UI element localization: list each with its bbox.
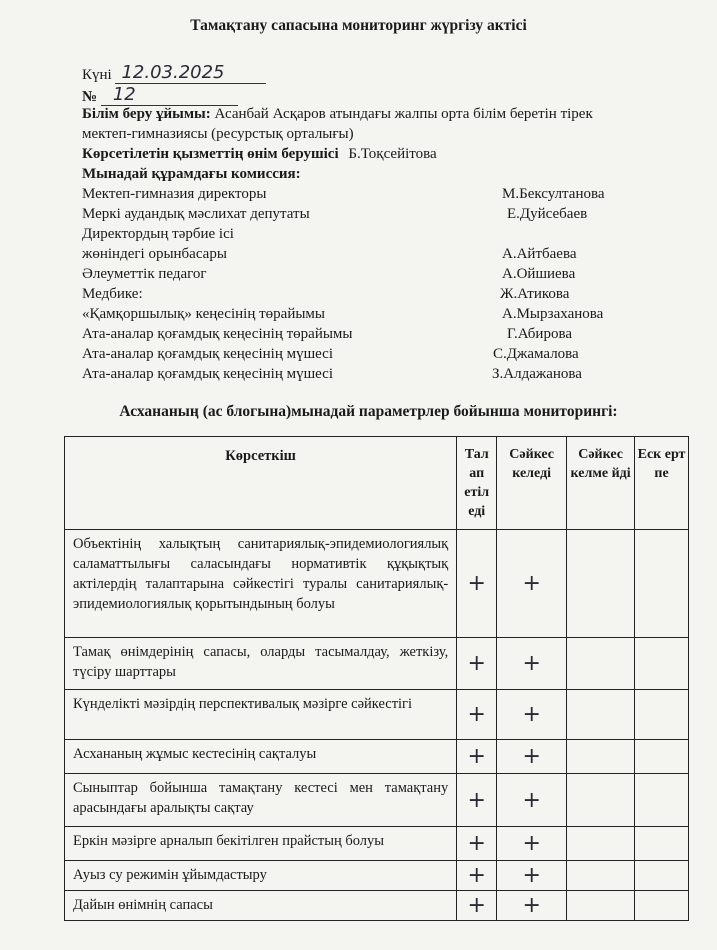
- number-value: 12: [101, 84, 238, 106]
- member-role: Ата-аналар қоғамдық кеңесінің төрайымы: [82, 326, 353, 342]
- row-note: [635, 530, 689, 638]
- row-required-mark: +: [457, 530, 497, 638]
- row-required-mark: +: [457, 690, 497, 740]
- row-indicator: Ауыз су режимін ұйымдастыру: [65, 861, 457, 891]
- table-row: [65, 774, 689, 827]
- school-line-1: [82, 106, 593, 123]
- school-name-1: Асанбай Асқаров атындағы жалпы орта білім беретін тірек: [214, 106, 593, 122]
- school-line-2: мектеп-гимназиясы (ресурстық орталығы): [82, 126, 354, 142]
- row-note: [635, 740, 689, 774]
- row-matches-mark: +: [497, 891, 567, 921]
- table-row: [65, 690, 689, 740]
- row-matches-mark: +: [497, 827, 567, 861]
- row-matches-mark: +: [497, 690, 567, 740]
- supplier-line: [82, 146, 437, 163]
- row-note: [635, 827, 689, 861]
- row-matches-mark: +: [497, 861, 567, 891]
- member-name: Ж.Атикова: [500, 286, 570, 302]
- row-not-matches-mark: [567, 690, 635, 740]
- header-required: Тал ап етіл еді: [457, 437, 497, 530]
- number-line: [82, 84, 238, 106]
- table-row: [65, 740, 689, 774]
- member-name: Е.Дуйсебаев: [507, 206, 588, 222]
- row-note: [635, 638, 689, 690]
- table-header-row: [65, 437, 689, 530]
- date-line: [82, 62, 266, 84]
- row-not-matches-mark: [567, 530, 635, 638]
- table-row: [65, 827, 689, 861]
- row-note: [635, 891, 689, 921]
- row-matches-mark: +: [497, 774, 567, 827]
- member-role: Ата-аналар қоғамдық кеңесінің мүшесі: [82, 366, 334, 382]
- row-required-mark: +: [457, 827, 497, 861]
- row-not-matches-mark: [567, 827, 635, 861]
- row-matches-mark: +: [497, 638, 567, 690]
- member-role: Әлеуметтік педагог: [82, 266, 207, 282]
- school-label: Білім беру ұйымы:: [82, 106, 211, 122]
- member-name: Г.Абирова: [507, 326, 573, 342]
- header-not-matches: Сәйкес келме йді: [567, 437, 635, 530]
- member-name: А.Ойшиева: [502, 266, 576, 282]
- document-title: Тамақтану сапасына мониторинг жүргізу актісі: [190, 17, 527, 34]
- row-required-mark: +: [457, 774, 497, 827]
- row-indicator: Тамақ өнімдерінің сапасы, оларды тасымалдау, жеткізу, түсіру шарттары: [65, 638, 457, 690]
- supplier-label: Көрсетілетін қызметтің өнім берушісі: [82, 146, 339, 162]
- table-row: [65, 861, 689, 891]
- header-note: Еск ерт пе: [635, 437, 689, 530]
- member-name: А.Мырзаханова: [502, 306, 604, 322]
- number-label: №: [82, 89, 98, 105]
- member-role: Медбике:: [82, 286, 143, 302]
- supplier-name: Б.Тоқсейітова: [348, 146, 437, 162]
- member-name: С.Джамалова: [493, 346, 579, 362]
- row-matches-mark: +: [497, 530, 567, 638]
- member-role: Ата-аналар қоғамдық кеңесінің мүшесі: [82, 346, 334, 362]
- header-matches: Сәйкес келеді: [497, 437, 567, 530]
- member-role: жөніндегі орынбасары: [82, 246, 227, 262]
- date-label: Күні: [82, 67, 112, 83]
- member-name: А.Айтбаева: [502, 246, 577, 262]
- row-note: [635, 690, 689, 740]
- member-name: З.Алдажанова: [492, 366, 582, 382]
- row-indicator: Еркін мәзірге арналып бекітілген прайстың болуы: [65, 827, 457, 861]
- monitoring-heading: Асхананың (ас блогына)мынадай параметрлер бойынша мониторингі:: [119, 403, 618, 420]
- date-value: 12.03.2025: [115, 62, 266, 84]
- member-role: Директордың тәрбие ісі: [82, 226, 234, 242]
- row-not-matches-mark: [567, 774, 635, 827]
- row-required-mark: +: [457, 891, 497, 921]
- row-indicator: Дайын өнімнің сапасы: [65, 891, 457, 921]
- row-indicator: Сыныптар бойынша тамақтану кестесі мен тамақтану арасындағы аралықты сақтау: [65, 774, 457, 827]
- row-required-mark: +: [457, 740, 497, 774]
- member-role: Мектеп-гимназия директоры: [82, 186, 267, 202]
- table-row: [65, 530, 689, 638]
- header-indicator: Көрсеткіш: [65, 437, 457, 530]
- row-not-matches-mark: [567, 740, 635, 774]
- member-role: Меркі аудандық мәслихат депутаты: [82, 206, 310, 222]
- row-matches-mark: +: [497, 740, 567, 774]
- member-name: М.Бексултанова: [502, 186, 605, 202]
- table-row: [65, 638, 689, 690]
- row-note: [635, 774, 689, 827]
- row-indicator: Күнделікті мәзірдің перспективалық мәзірге сәйкестігі: [65, 690, 457, 740]
- row-required-mark: +: [457, 638, 497, 690]
- row-note: [635, 861, 689, 891]
- row-not-matches-mark: [567, 891, 635, 921]
- member-role: «Қамқоршылық» кеңесінің төрайымы: [82, 306, 325, 322]
- row-not-matches-mark: [567, 638, 635, 690]
- row-not-matches-mark: [567, 861, 635, 891]
- monitoring-table: [64, 436, 689, 921]
- table-row: [65, 891, 689, 921]
- row-required-mark: +: [457, 861, 497, 891]
- row-indicator: Объектінің халықтың санитариялық-эпидемиологиялық саламаттылығы саласындағы нормативтік құқықтық актілердің талаптарына сәйкестігі туралы санитариялық-эпидемиологиялық қорытындының болуы: [65, 530, 457, 638]
- commission-label: Мынадай құрамдағы комиссия:: [82, 166, 301, 182]
- row-indicator: Асхананың жұмыс кестесінің сақталуы: [65, 740, 457, 774]
